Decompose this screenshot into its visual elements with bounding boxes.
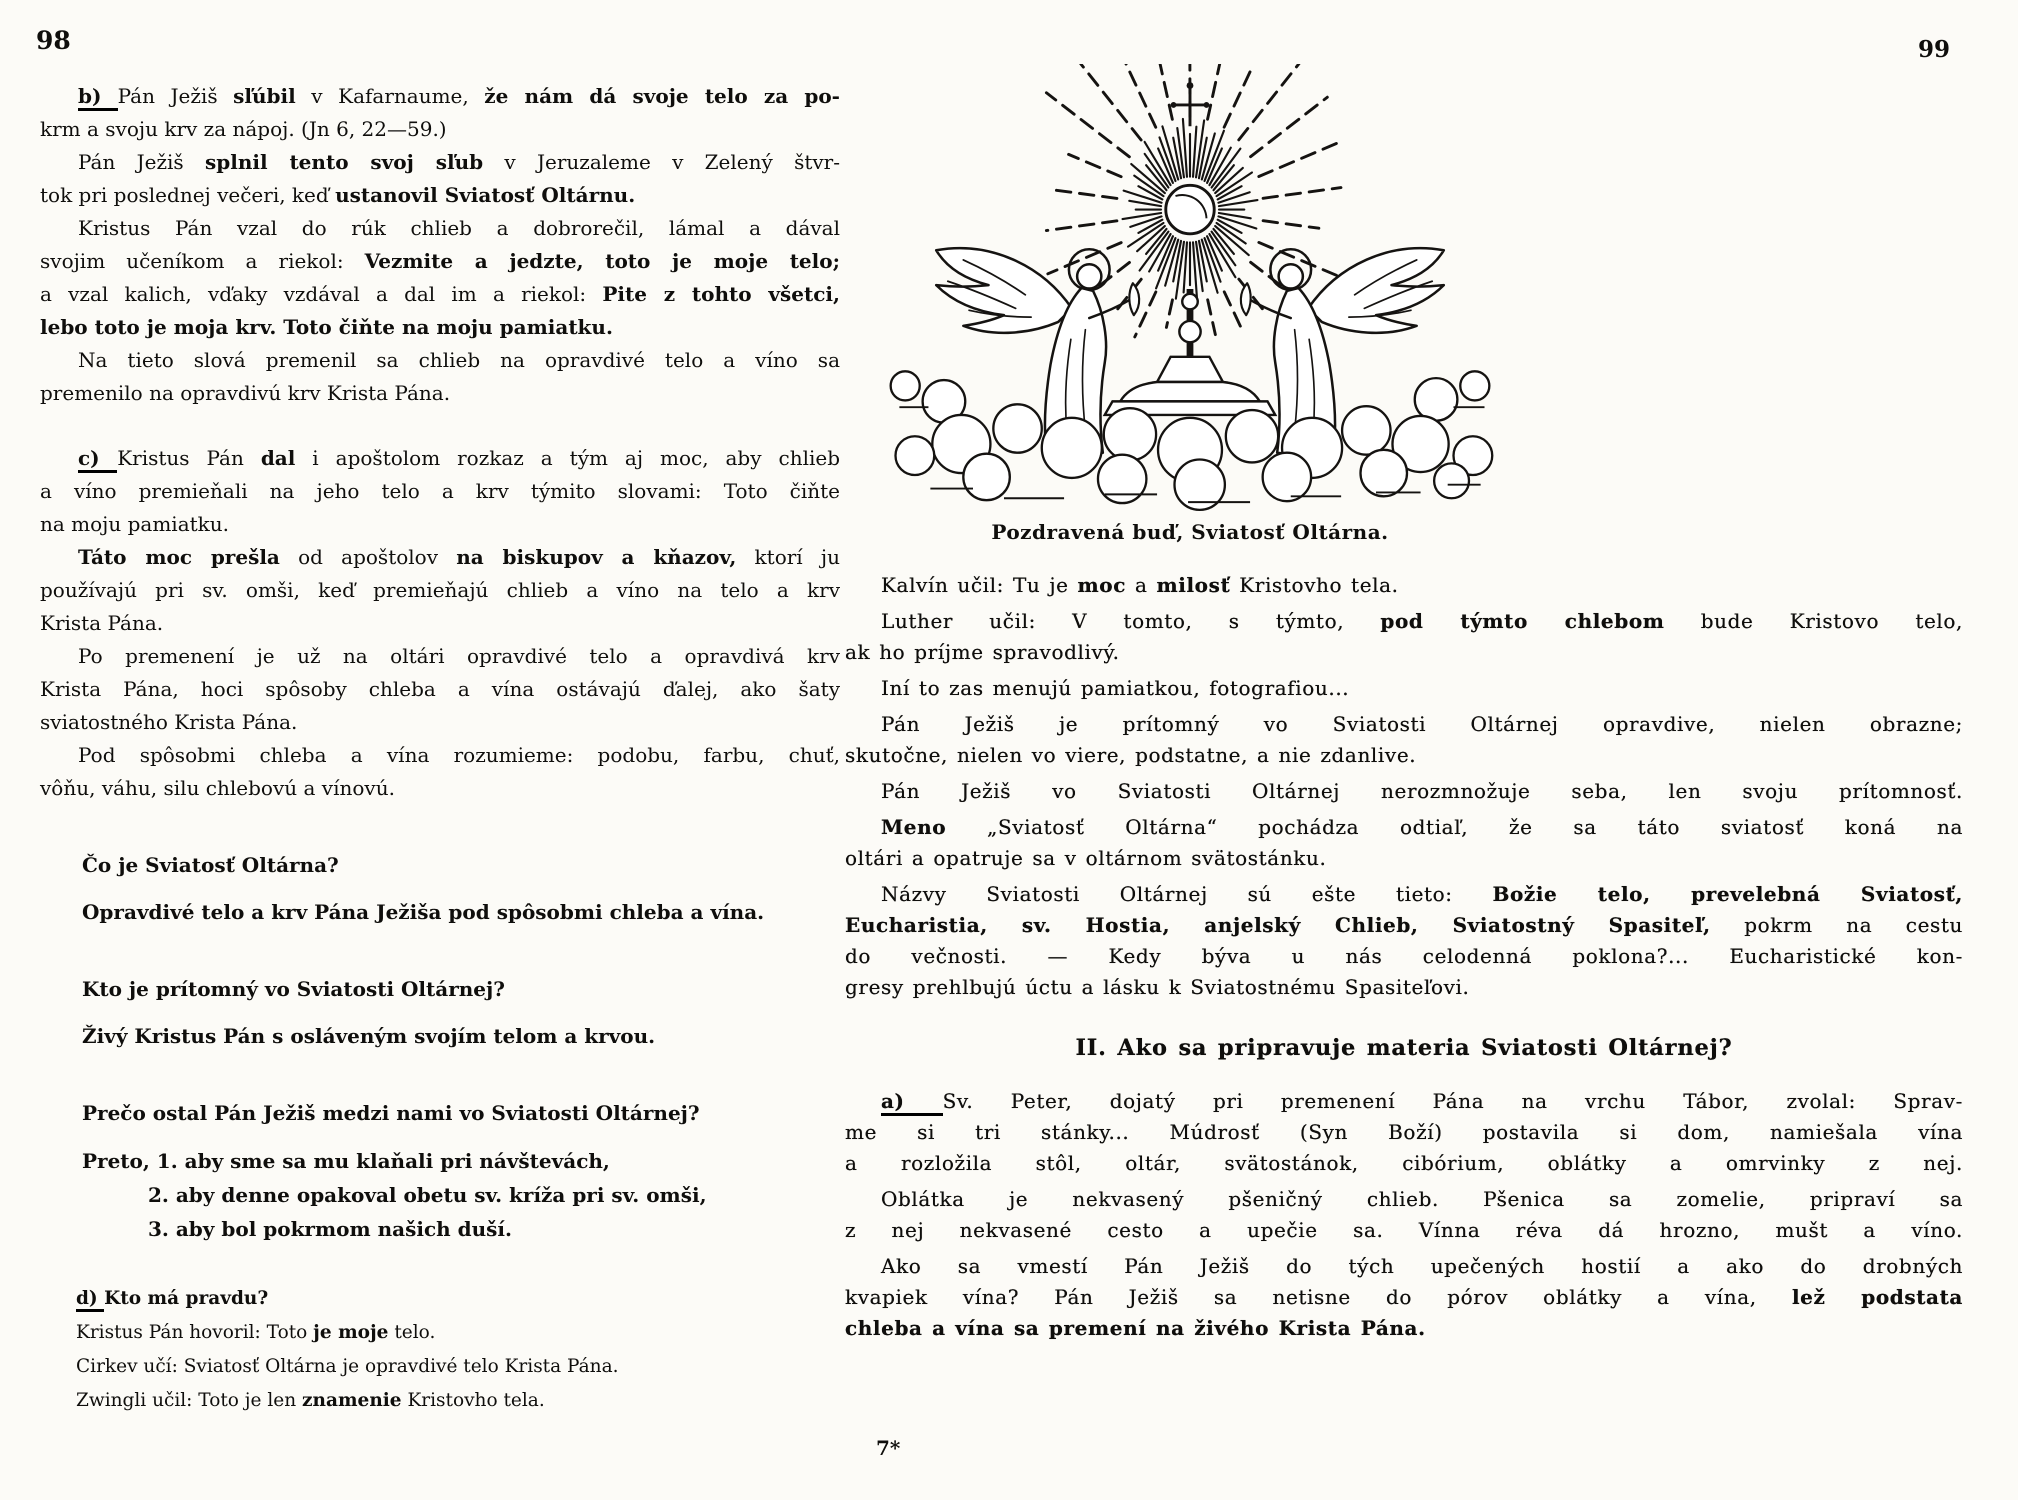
text-line — [40, 772, 840, 805]
paragraph — [40, 212, 840, 344]
text-line — [845, 1086, 1963, 1117]
text-segment: Krista Pána, hoci spôsoby chleba a vína ostávajú ďalej, ako šaty — [40, 677, 840, 701]
illustration-caption: Pozdravená buď, Sviatosť Oltárna. — [991, 520, 1389, 544]
text-segment: Kristus Pán hovoril: Toto — [76, 1322, 314, 1343]
text-line — [845, 812, 1963, 843]
text-line — [76, 1316, 840, 1350]
text-segment: Pán Ježiš vo Sviatosti Oltárnej nerozmnožuje seba, len svoju prítomnosť. — [881, 779, 1963, 803]
text-segment: a — [1126, 573, 1157, 597]
text-line — [40, 1097, 840, 1130]
text-segment: „Sviatosť Oltárna“ pochádza odtiaľ, že sa táto sviatosť koná na — [946, 815, 1963, 839]
text-segment: Kto má pravdu? — [104, 1288, 269, 1309]
text-line — [845, 1184, 1963, 1215]
text-segment: na moju pamiatku. — [40, 512, 230, 536]
text-segment: Kristus Pán vzal do rúk chlieb a dobrorečil, lámal a dával — [78, 216, 840, 240]
text-segment: splnil tento svoj sľub — [204, 150, 484, 174]
text-segment: Živý Kristus Pán s osláveným svojím telom a krvou. — [82, 1024, 656, 1048]
text-segment: pokrm na cestu — [1710, 913, 1963, 937]
text-segment: Pán Ježiš — [78, 150, 205, 174]
text-line — [845, 673, 1963, 704]
text-segment: me si tri stánky... Múdrosť (Syn Boží) postavila si dom, namiešala vína — [845, 1120, 1963, 1144]
text-line — [845, 910, 1963, 941]
text-segment: Po premenení je už na oltári opravdivé telo a opravdivá krv — [78, 644, 840, 668]
text-segment: krm a svoju krv za nápoj. (Jn 6, 22—59.) — [40, 117, 447, 141]
paragraph — [845, 1086, 1963, 1179]
text-line — [40, 973, 840, 1006]
text-line — [845, 606, 1963, 637]
text-segment: c) — [78, 446, 117, 473]
text-segment: že nám dá svoje telo za po- — [484, 84, 840, 108]
text-segment: vôňu, váhu, silu chlebovú a vínovú. — [40, 776, 395, 800]
text-segment: Názvy Sviatosti Oltárnej sú ešte tieto: — [881, 882, 1493, 906]
text-segment: moc — [1077, 573, 1127, 597]
text-segment: Luther učil: V tomto, s týmto, — [881, 609, 1381, 633]
paragraph — [40, 344, 840, 410]
paragraph — [40, 896, 840, 929]
text-segment: Čo je Sviatosť Oltárna? — [82, 853, 339, 877]
text-segment: a vzal kalich, vďaky vzdával a dal im a riekol: — [40, 282, 603, 306]
paragraph — [40, 1020, 840, 1053]
text-segment: Cirkev učí: Sviatosť Oltárna je opravdivé telo Krista Pána. — [76, 1356, 619, 1377]
text-line — [40, 245, 840, 278]
text-segment: do večnosti. — Kedy býva u nás celodenná poklona?... Eucharistické kon- — [845, 944, 1963, 968]
right-page-text — [845, 565, 1963, 1344]
paragraph — [40, 1097, 840, 1130]
page-number-right: 99 — [1918, 36, 1951, 63]
paragraph — [40, 849, 840, 882]
text-segment: Kristovho tela. — [1230, 573, 1399, 597]
text-segment: Pán Ježiš je prítomný vo Sviatosti Oltárnej opravdive, nielen obrazne; — [881, 712, 1963, 736]
text-segment: tok pri poslednej večeri, keď — [40, 183, 336, 207]
text-line — [845, 1117, 1963, 1148]
paragraph — [845, 606, 1963, 668]
text-line — [40, 706, 840, 739]
text-segment: milosť — [1156, 573, 1231, 597]
text-segment: Prečo ostal Pán Ježiš medzi nami vo Sviatosti Oltárnej? — [82, 1101, 700, 1125]
text-segment: lež podstata — [1791, 1285, 1963, 1309]
text-line — [40, 278, 840, 311]
text-line — [40, 607, 840, 640]
text-line — [40, 311, 840, 344]
text-segment: a) — [881, 1089, 943, 1116]
text-line — [845, 972, 1963, 1003]
text-line — [40, 344, 840, 377]
paragraph — [40, 146, 840, 212]
text-segment: chleba a vína sa premení na živého Krista Pána. — [845, 1316, 1426, 1340]
paragraph — [845, 709, 1963, 771]
text-segment: kvapiek vína? Pán Ježiš sa netisne do pórov oblátky a vína, — [845, 1285, 1792, 1309]
text-segment: používajú pri sv. omši, keď premieňajú chlieb a víno na telo a krv — [40, 578, 840, 602]
text-segment: pod týmto chlebom — [1380, 609, 1665, 633]
text-segment: znamenie — [302, 1390, 402, 1411]
text-line — [76, 1350, 840, 1384]
text-segment: ktorí ju — [736, 545, 840, 569]
text-segment: sľúbil — [233, 84, 296, 108]
text-line — [40, 574, 840, 607]
text-segment: v Jeruzaleme v Zelený štvr- — [483, 150, 840, 174]
text-segment: Na tieto slová premenil sa chlieb na opravdivé telo a víno sa — [78, 348, 840, 372]
text-segment: svojim učeníkom a riekol: — [40, 249, 365, 273]
paragraph — [40, 640, 840, 739]
paragraph — [845, 812, 1963, 874]
text-line — [40, 475, 840, 508]
text-segment: skutočne, nielen vo viere, podstatne, a nie zdanlive. — [845, 743, 1417, 767]
text-segment: Preto, 1. aby sme sa mu klaňali pri návštevách, — [82, 1149, 610, 1173]
text-segment: Iní to zas menujú pamiatkou, fotografiou... — [881, 676, 1350, 700]
text-segment: Pán Ježiš — [117, 84, 234, 108]
text-segment: sviatostného Krista Pána. — [40, 710, 298, 734]
text-segment: Pite z tohto všetci, — [602, 282, 840, 306]
text-line — [845, 570, 1963, 601]
text-segment: Kristovho tela. — [401, 1390, 545, 1411]
text-segment: 3. aby bol pokrmom našich duší. — [148, 1217, 512, 1241]
text-segment: Oblátka je nekvasený pšeničný chlieb. Pšenica sa zomelie, pripraví sa — [881, 1187, 1963, 1211]
text-line — [845, 1251, 1963, 1282]
text-line — [845, 1148, 1963, 1179]
text-segment: od apoštolov — [279, 545, 457, 569]
text-line — [76, 1282, 840, 1316]
text-line — [845, 1033, 1963, 1064]
text-line — [40, 673, 840, 706]
text-segment: a rozložila stôl, oltár, svätostánok, cibórium, oblátky a omrvinky z nej. — [845, 1151, 1963, 1175]
text-line — [40, 1020, 840, 1053]
monstrance-angels-illustration — [880, 64, 1500, 514]
text-segment: Zwingli učil: Toto je len — [76, 1390, 303, 1411]
text-segment: Vezmite a jedzte, toto je moje telo; — [364, 249, 840, 273]
text-line — [40, 113, 840, 146]
text-segment: a víno premieňali na jeho telo a krv týmito slovami: Toto čiňte — [40, 479, 840, 503]
paragraph — [845, 673, 1963, 704]
text-line — [40, 508, 840, 541]
text-segment: na biskupov a kňazov, — [456, 545, 737, 569]
text-line — [845, 740, 1963, 771]
text-segment: b) — [78, 84, 118, 111]
text-segment: Meno — [881, 815, 947, 839]
text-segment: Božie telo, prevelebná Sviatosť, — [1492, 882, 1963, 906]
paragraph — [845, 1251, 1963, 1344]
signature-mark: 7* — [876, 1436, 901, 1460]
text-line — [845, 637, 1963, 668]
text-line — [76, 1384, 840, 1418]
text-segment: Kristus Pán — [117, 446, 261, 470]
text-segment: telo. — [388, 1322, 436, 1343]
text-segment: z nej nekvasené cesto a upečie sa. Vínna réva dá hrozno, mušt a víno. — [845, 1218, 1963, 1242]
text-segment: Kalvín učil: Tu je — [881, 573, 1078, 597]
text-line — [40, 1144, 840, 1178]
text-segment: bude Kristovo telo, — [1664, 609, 1963, 633]
text-segment: ak ho príjme spravodlivý. — [845, 640, 1120, 664]
text-segment: lebo toto je moja krv. Toto čiňte na moju pamiatku. — [40, 315, 613, 339]
paragraph — [845, 1033, 1963, 1064]
text-line — [40, 212, 840, 245]
text-line — [40, 1178, 840, 1212]
text-segment: oltári a opatruje sa v oltárnom svätostánku. — [845, 846, 1327, 870]
paragraph — [845, 570, 1963, 601]
text-segment: Táto moc prešla — [78, 545, 280, 569]
text-segment: i apoštolom rozkaz a tým aj moc, aby chlieb — [295, 446, 840, 470]
left-page-text — [40, 80, 840, 1418]
text-segment: je moje — [313, 1322, 389, 1343]
text-line — [845, 1313, 1963, 1344]
text-segment: d) — [76, 1288, 104, 1312]
text-segment: Pod spôsobmi chleba a vína rozumieme: podobu, farbu, chuť, — [78, 743, 840, 767]
paragraph — [40, 442, 840, 541]
text-segment: Opravdivé telo a krv Pána Ježiša pod spôsobmi chleba a vína. — [82, 900, 765, 924]
text-segment: premenilo na opravdivú krv Krista Pána. — [40, 381, 451, 405]
text-line — [40, 377, 840, 410]
paragraph — [845, 1184, 1963, 1246]
text-segment: 2. aby denne opakoval obetu sv. kríža pri sv. omši, — [148, 1183, 707, 1207]
text-segment: dal — [260, 446, 296, 470]
paragraph — [40, 1144, 840, 1246]
text-line — [40, 179, 840, 212]
page-number-left: 98 — [36, 26, 71, 55]
paragraph — [845, 879, 1963, 1003]
text-line — [845, 1215, 1963, 1246]
text-line — [845, 709, 1963, 740]
paragraph — [40, 1282, 840, 1418]
text-line — [845, 879, 1963, 910]
text-line — [40, 541, 840, 574]
text-line — [40, 739, 840, 772]
paragraph — [40, 80, 840, 146]
text-line — [845, 941, 1963, 972]
text-line — [40, 849, 840, 882]
text-line — [40, 896, 840, 929]
paragraph — [40, 541, 840, 640]
text-line — [845, 1282, 1963, 1313]
text-line — [40, 146, 840, 179]
text-segment: Kto je prítomný vo Sviatosti Oltárnej? — [82, 977, 505, 1001]
text-line — [40, 442, 840, 475]
text-segment: v Kafarnaume, — [295, 84, 485, 108]
paragraph — [845, 776, 1963, 807]
text-line — [40, 640, 840, 673]
text-segment: gresy prehlbujú úctu a lásku k Sviatostnému Spasiteľovi. — [845, 975, 1470, 999]
text-line — [40, 80, 840, 113]
text-segment: Eucharistia, sv. Hostia, anjelský Chlieb, Sviatostný Spasiteľ, — [845, 913, 1711, 937]
text-segment: Sv. Peter, dojatý pri premenení Pána na vrchu Tábor, zvolal: Sprav- — [942, 1089, 1963, 1113]
paragraph — [40, 973, 840, 1006]
text-segment: Krista Pána. — [40, 611, 164, 635]
text-segment: ustanovil Sviatosť Oltárnu. — [335, 183, 636, 207]
text-line — [845, 843, 1963, 874]
text-segment: II. Ako sa pripravuje materia Sviatosti Oltárnej? — [1075, 1035, 1733, 1061]
text-line — [40, 1212, 840, 1246]
text-line — [845, 776, 1963, 807]
paragraph — [40, 739, 840, 805]
text-segment: Ako sa vmestí Pán Ježiš do tých upečených hostií a ako do drobných — [881, 1254, 1963, 1278]
